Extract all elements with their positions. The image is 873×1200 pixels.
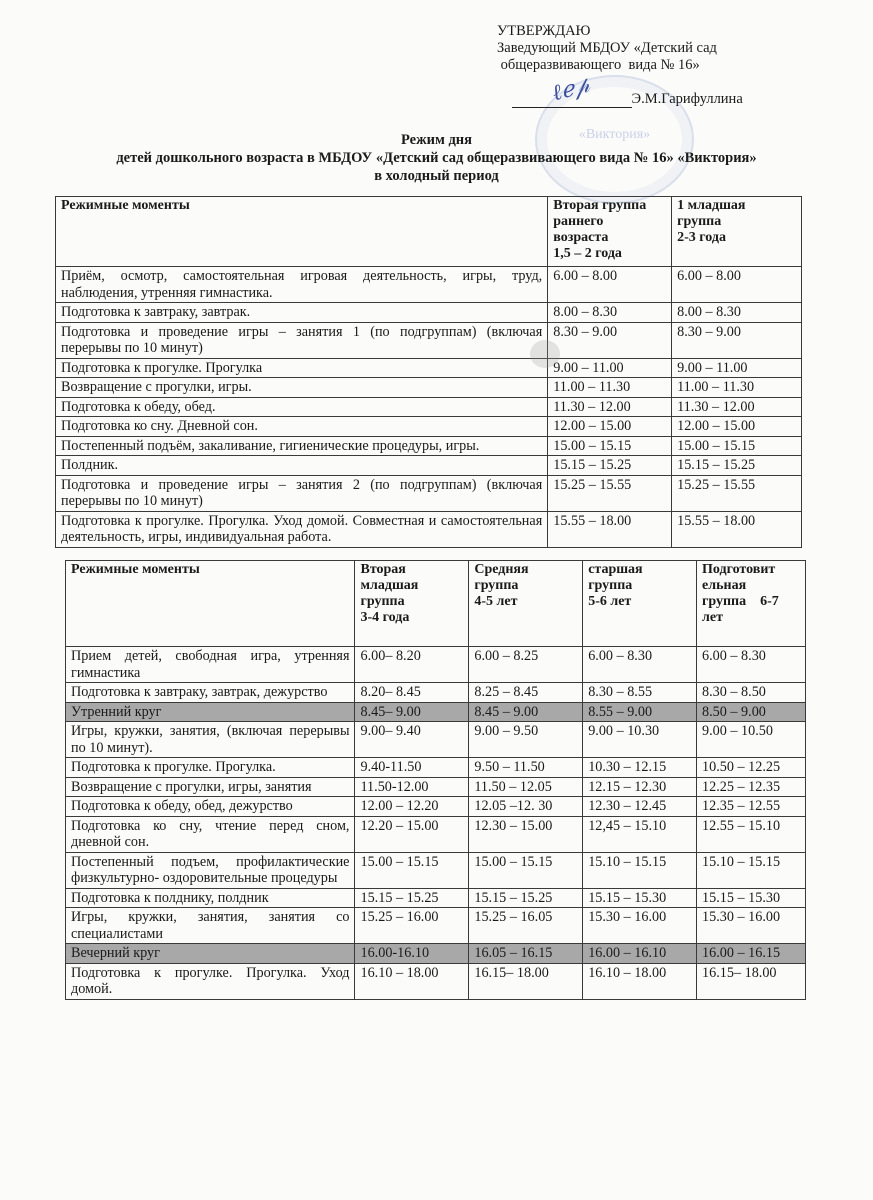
activity-cell: Подготовка к прогулке. Прогулка: [56, 358, 548, 378]
activity-cell: Подготовка к прогулке. Прогулка.: [66, 758, 355, 778]
activity-cell: Подготовка к обеду, обед, дежурство: [66, 797, 355, 817]
activity-cell: Подготовка и проведение игры – занятия 2 (по подгруппам) (включая перерывы по 10 минут): [56, 475, 548, 511]
table-row: [66, 797, 806, 817]
time-cell: 12.00 – 15.00: [548, 417, 672, 437]
time-cell: 15.10 – 15.15: [697, 852, 806, 888]
time-cell: 6.00 – 8.25: [469, 647, 583, 683]
time-cell: 9.00– 9.40: [355, 722, 469, 758]
table-row: [66, 852, 806, 888]
time-cell: 8.30 – 8.55: [583, 683, 697, 703]
time-cell: 15.15 – 15.25: [672, 456, 802, 476]
time-cell: 12.00 – 12.20: [355, 797, 469, 817]
table-row: [66, 647, 806, 683]
approval-block: [497, 23, 743, 125]
time-cell: 9.40-11.50: [355, 758, 469, 778]
header-regime-moments: Режимные моменты: [66, 561, 355, 647]
time-cell: 16.00 – 16.15: [697, 944, 806, 964]
time-cell: 11.50-12.00: [355, 777, 469, 797]
table-row: [66, 683, 806, 703]
table-row: [66, 908, 806, 944]
table-row: [56, 358, 802, 378]
time-cell: 6.00 – 8.00: [548, 267, 672, 303]
approval-signature-line: [497, 74, 743, 125]
title-line-2: детей дошкольного возраста в МБДОУ «Детский сад общеразвивающего вида № 16» «Виктория»: [116, 150, 757, 166]
time-cell: 12.30 – 15.00: [469, 816, 583, 852]
time-cell: 15.55 – 18.00: [548, 511, 672, 547]
time-cell: 12.30 – 12.45: [583, 797, 697, 817]
table-row: [56, 378, 802, 398]
time-cell: 11.00 – 11.30: [548, 378, 672, 398]
activity-cell: Подготовка к завтраку, завтрак.: [56, 303, 548, 323]
activity-cell: Подготовка к полднику, полдник: [66, 888, 355, 908]
time-cell: 15.00 – 15.15: [672, 436, 802, 456]
time-cell: 6.00 – 8.30: [697, 647, 806, 683]
table-row: [66, 963, 806, 999]
time-cell: 15.15 – 15.30: [583, 888, 697, 908]
time-cell: 6.00 – 8.30: [583, 647, 697, 683]
header-regime-moments: Режимные моменты: [56, 197, 548, 267]
time-cell: 8.50 – 9.00: [697, 702, 806, 722]
time-cell: 8.45– 9.00: [355, 702, 469, 722]
activity-cell: Подготовка ко сну, чтение перед сном, дневной сон.: [66, 816, 355, 852]
activity-cell: Постепенный подъем, профилактические физкультурно- оздоровительные процедуры: [66, 852, 355, 888]
time-cell: 15.25 – 16.05: [469, 908, 583, 944]
title-line-1: Режим дня: [400, 132, 472, 148]
time-cell: 15.25 – 16.00: [355, 908, 469, 944]
time-cell: 15.00 – 15.15: [548, 436, 672, 456]
approval-heading: УТВЕРЖДАЮ: [497, 23, 591, 39]
activity-cell: Подготовка к обеду, обед.: [56, 397, 548, 417]
time-cell: 11.30 – 12.00: [672, 397, 802, 417]
time-cell: 9.00 – 9.50: [469, 722, 583, 758]
scan-smudge: [530, 340, 560, 368]
activity-cell: Возвращение с прогулки, игры, занятия: [66, 777, 355, 797]
title-line-3: в холодный период: [374, 168, 499, 184]
activity-cell: Приём, осмотр, самостоятельная игровая деятельность, игры, труд, наблюдения, утренняя гимнастика.: [56, 267, 548, 303]
table-row: [66, 702, 806, 722]
time-cell: 16.05 – 16.15: [469, 944, 583, 964]
time-cell: 15.55 – 18.00: [672, 511, 802, 547]
time-cell: 6.00 – 8.00: [672, 267, 802, 303]
time-cell: 10.50 – 12.25: [697, 758, 806, 778]
time-cell: 12.15 – 12.30: [583, 777, 697, 797]
header-middle-group: Средняя группа 4-5 лет: [469, 561, 583, 647]
time-cell: 12.00 – 15.00: [672, 417, 802, 437]
time-cell: 16.15– 18.00: [469, 963, 583, 999]
time-cell: 11.30 – 12.00: [548, 397, 672, 417]
time-cell: 6.00– 8.20: [355, 647, 469, 683]
header-senior-group: старшая группа 5-6 лет: [583, 561, 697, 647]
activity-cell: Подготовка ко сну. Дневной сон.: [56, 417, 548, 437]
time-cell: 9.00 – 10.50: [697, 722, 806, 758]
time-cell: 11.00 – 11.30: [672, 378, 802, 398]
schedule-table-preschool-groups: [65, 560, 806, 1000]
activity-cell: Возвращение с прогулки, игры.: [56, 378, 548, 398]
activity-cell: Подготовка к прогулке. Прогулка. Уход домой. Совместная и самостоятельная деятельность, игры, индивидуальная работа.: [56, 511, 548, 547]
activity-cell: Вечерний круг: [66, 944, 355, 964]
signer-name: Э.М.Гарифуллина: [631, 91, 743, 107]
time-cell: 8.25 – 8.45: [469, 683, 583, 703]
time-cell: 9.00 – 11.00: [672, 358, 802, 378]
activity-cell: Прием детей, свободная игра, утренняя гимнастика: [66, 647, 355, 683]
header-preparatory-group: Подготовит ельная группа 6-7 лет: [697, 561, 806, 647]
activity-cell: Подготовка к прогулке. Прогулка. Уход домой.: [66, 963, 355, 999]
table-row: [56, 475, 802, 511]
schedule-table-early-groups: [55, 196, 802, 548]
time-cell: 8.45 – 9.00: [469, 702, 583, 722]
time-cell: 15.00 – 15.15: [469, 852, 583, 888]
activity-cell: Подготовка к завтраку, завтрак, дежурство: [66, 683, 355, 703]
table-row: [66, 944, 806, 964]
time-cell: 15.30 – 16.00: [697, 908, 806, 944]
table-row: [66, 816, 806, 852]
header-second-junior-group: Вторая младшая группа 3-4 года: [355, 561, 469, 647]
time-cell: 16.10 – 18.00: [355, 963, 469, 999]
time-cell: 8.30 – 9.00: [548, 322, 672, 358]
time-cell: 15.30 – 16.00: [583, 908, 697, 944]
time-cell: 8.00 – 8.30: [672, 303, 802, 323]
time-cell: 11.50 – 12.05: [469, 777, 583, 797]
time-cell: 16.00 – 16.10: [583, 944, 697, 964]
activity-cell: Постепенный подъём, закаливание, гигиенические процедуры, игры.: [56, 436, 548, 456]
header-early-age-group: Вторая группа раннего возраста 1,5 – 2 года: [548, 197, 672, 267]
signature: ℓℯ𝓅: [548, 72, 592, 107]
time-cell: 10.30 – 12.15: [583, 758, 697, 778]
time-cell: 12.25 – 12.35: [697, 777, 806, 797]
time-cell: 8.30 – 8.50: [697, 683, 806, 703]
table-row: [56, 436, 802, 456]
header-first-junior-group: 1 младшая группа 2-3 года: [672, 197, 802, 267]
table-row: [56, 322, 802, 358]
table-row: [56, 456, 802, 476]
stamp-text: «Виктория»: [578, 127, 651, 142]
time-cell: 9.00 – 10.30: [583, 722, 697, 758]
table-row: [66, 722, 806, 758]
time-cell: 12,45 – 15.10: [583, 816, 697, 852]
time-cell: 15.15 – 15.25: [469, 888, 583, 908]
time-cell: 12.20 – 15.00: [355, 816, 469, 852]
table-row: [66, 758, 806, 778]
time-cell: 12.55 – 15.10: [697, 816, 806, 852]
time-cell: 15.25 – 15.55: [548, 475, 672, 511]
activity-cell: Полдник.: [56, 456, 548, 476]
table-row: [56, 303, 802, 323]
activity-cell: Игры, кружки, занятия, занятия со специалистами: [66, 908, 355, 944]
time-cell: 15.10 – 15.15: [583, 852, 697, 888]
time-cell: 16.10 – 18.00: [583, 963, 697, 999]
activity-cell: Утренний круг: [66, 702, 355, 722]
time-cell: 9.00 – 11.00: [548, 358, 672, 378]
approval-line-2: общеразвивающего вида № 16»: [497, 57, 700, 73]
time-cell: 16.00-16.10: [355, 944, 469, 964]
time-cell: 15.15 – 15.25: [355, 888, 469, 908]
signature-underline: [512, 72, 632, 108]
time-cell: 15.00 – 15.15: [355, 852, 469, 888]
activity-cell: Подготовка и проведение игры – занятия 1 (по подгруппам) (включая перерывы по 10 минут): [56, 322, 548, 358]
document-title: [30, 131, 843, 185]
time-cell: 9.50 – 11.50: [469, 758, 583, 778]
table-row: [56, 267, 802, 303]
time-cell: 8.30 – 9.00: [672, 322, 802, 358]
activity-cell: Игры, кружки, занятия, (включая перерывы по 10 минут).: [66, 722, 355, 758]
time-cell: 8.55 – 9.00: [583, 702, 697, 722]
table-row: [66, 777, 806, 797]
time-cell: 15.15 – 15.25: [548, 456, 672, 476]
table-row: [56, 397, 802, 417]
time-cell: 12.35 – 12.55: [697, 797, 806, 817]
time-cell: 12.05 –12. 30: [469, 797, 583, 817]
time-cell: 8.20– 8.45: [355, 683, 469, 703]
time-cell: 15.15 – 15.30: [697, 888, 806, 908]
table-row: [56, 417, 802, 437]
time-cell: 15.25 – 15.55: [672, 475, 802, 511]
table-row: [66, 888, 806, 908]
time-cell: 16.15– 18.00: [697, 963, 806, 999]
table-row: [56, 511, 802, 547]
time-cell: 8.00 – 8.30: [548, 303, 672, 323]
approval-line-1: Заведующий МБДОУ «Детский сад: [497, 40, 717, 56]
